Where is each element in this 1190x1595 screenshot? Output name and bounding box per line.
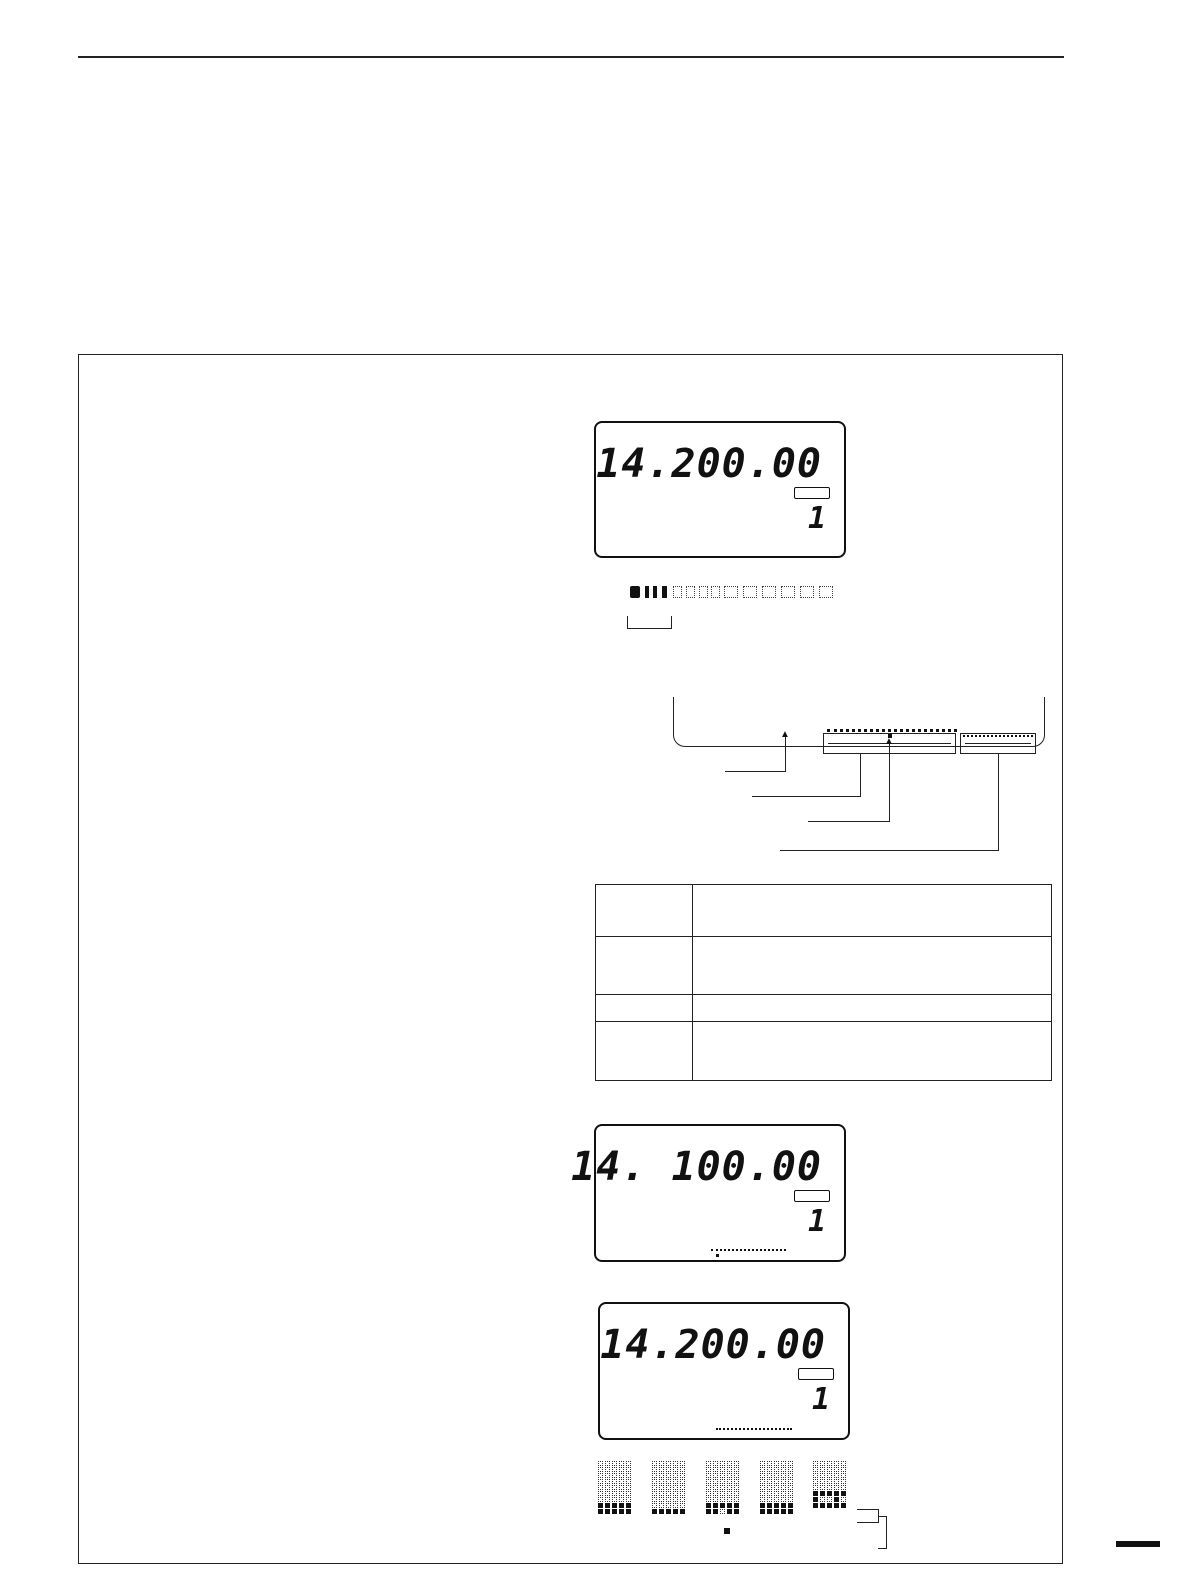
matrix-dot <box>788 1491 793 1496</box>
matrix-dot <box>626 1503 631 1508</box>
matrix-dot <box>820 1467 825 1472</box>
matrix-dot <box>813 1461 818 1466</box>
matrix-dot <box>659 1467 664 1472</box>
matrix-dot <box>720 1503 725 1508</box>
matrix-dot <box>774 1467 779 1472</box>
matrix-dot <box>813 1479 818 1484</box>
matrix-dot <box>713 1509 718 1514</box>
matrix-dot <box>841 1497 846 1502</box>
table-row <box>596 885 1052 937</box>
bracket-icon <box>627 616 672 629</box>
matrix-dot <box>781 1479 786 1484</box>
lcd-display-2 <box>571 1124 846 1262</box>
matrix-dot <box>841 1503 846 1508</box>
matrix-dot <box>767 1491 772 1496</box>
matrix-dot <box>673 1503 678 1508</box>
matrix-dot <box>827 1473 832 1478</box>
lcd-display-1 <box>594 421 846 558</box>
matrix-dot <box>720 1473 725 1478</box>
arrow-up-icon: ▲ <box>884 736 894 747</box>
scale-segment-empty <box>743 586 757 598</box>
memory-channel-number: 1 <box>807 501 826 536</box>
matrix-dot <box>605 1479 610 1484</box>
matrix-dot <box>619 1467 624 1472</box>
leader-line <box>998 754 999 851</box>
matrix-dot <box>673 1473 678 1478</box>
matrix-dot <box>774 1491 779 1496</box>
matrix-dot <box>788 1497 793 1502</box>
matrix-dot <box>820 1473 825 1478</box>
matrix-dot <box>666 1461 671 1466</box>
matrix-dot <box>760 1473 765 1478</box>
matrix-dot <box>612 1479 617 1484</box>
matrix-dot <box>652 1491 657 1496</box>
matrix-dot <box>720 1467 725 1472</box>
matrix-dot <box>834 1497 839 1502</box>
matrix-dot <box>666 1467 671 1472</box>
matrix-dot <box>626 1485 631 1490</box>
matrix-dot <box>841 1479 846 1484</box>
matrix-dot <box>680 1467 685 1472</box>
matrix-dot <box>673 1509 678 1514</box>
matrix-dot <box>727 1467 732 1472</box>
matrix-dot <box>659 1461 664 1466</box>
matrix-dot <box>813 1497 818 1502</box>
matrix-dot <box>841 1509 846 1514</box>
dot-matrix-group <box>598 1461 632 1514</box>
matrix-dot <box>619 1473 624 1478</box>
matrix-dot <box>673 1491 678 1496</box>
matrix-dot <box>605 1485 610 1490</box>
matrix-dot <box>612 1485 617 1490</box>
matrix-dot <box>767 1503 772 1508</box>
matrix-dot <box>781 1497 786 1502</box>
matrix-dot <box>827 1509 832 1514</box>
matrix-dot <box>706 1491 711 1496</box>
matrix-dot <box>760 1467 765 1472</box>
matrix-dot <box>760 1503 765 1508</box>
table-cell <box>596 1022 693 1081</box>
memory-indicator <box>794 1190 830 1202</box>
matrix-dot <box>820 1491 825 1496</box>
matrix-dot <box>734 1479 739 1484</box>
matrix-dot <box>774 1479 779 1484</box>
matrix-dot <box>598 1509 603 1514</box>
matrix-dot <box>820 1497 825 1502</box>
matrix-dot <box>827 1491 832 1496</box>
matrix-dot <box>813 1509 818 1514</box>
memory-channel-number: 1 <box>811 1382 830 1417</box>
matrix-dot <box>781 1473 786 1478</box>
matrix-dot <box>652 1479 657 1484</box>
matrix-dot <box>612 1491 617 1496</box>
scale-segment-empty <box>781 586 795 598</box>
memory-channel-number: 1 <box>807 1204 826 1239</box>
matrix-dot <box>820 1479 825 1484</box>
matrix-dot <box>706 1467 711 1472</box>
matrix-dot <box>605 1503 610 1508</box>
matrix-dot <box>652 1503 657 1508</box>
matrix-dot <box>666 1485 671 1490</box>
matrix-dot <box>598 1473 603 1478</box>
matrix-dot <box>598 1491 603 1496</box>
scale-segment-filled <box>662 586 667 598</box>
matrix-dot <box>767 1467 772 1472</box>
matrix-dot <box>774 1503 779 1508</box>
matrix-dot <box>605 1509 610 1514</box>
matrix-dot <box>619 1497 624 1502</box>
matrix-dot <box>820 1503 825 1508</box>
matrix-dot <box>834 1503 839 1508</box>
leader-line <box>780 850 999 851</box>
matrix-dot <box>788 1509 793 1514</box>
memory-indicator <box>794 487 830 499</box>
matrix-dot <box>605 1491 610 1496</box>
matrix-dot <box>713 1473 718 1478</box>
matrix-dot <box>713 1485 718 1490</box>
matrix-dot <box>612 1473 617 1478</box>
matrix-dot <box>680 1473 685 1478</box>
matrix-dot <box>781 1461 786 1466</box>
matrix-dot <box>612 1503 617 1508</box>
matrix-dot <box>820 1461 825 1466</box>
scale-segment-empty <box>673 586 682 598</box>
matrix-dot <box>734 1467 739 1472</box>
scale-segment-empty <box>686 586 695 598</box>
matrix-dot <box>827 1467 832 1472</box>
table-cell <box>596 937 693 995</box>
matrix-dot <box>781 1509 786 1514</box>
matrix-dot <box>774 1497 779 1502</box>
matrix-dot <box>659 1503 664 1508</box>
matrix-dot <box>760 1485 765 1490</box>
matrix-dot <box>666 1503 671 1508</box>
matrix-dot <box>666 1509 671 1514</box>
matrix-dot <box>659 1509 664 1514</box>
scale-segment-empty <box>711 586 720 598</box>
scale-segment-filled <box>630 586 640 598</box>
matrix-dot <box>767 1479 772 1484</box>
matrix-dot <box>652 1497 657 1502</box>
matrix-dot <box>605 1497 610 1502</box>
leader-line <box>889 743 890 822</box>
matrix-dot <box>626 1473 631 1478</box>
matrix-dot <box>706 1485 711 1490</box>
matrix-dot <box>734 1497 739 1502</box>
lcd-scale-marker <box>716 1254 719 1257</box>
matrix-dot <box>774 1473 779 1478</box>
arrow-up-icon: ▲ <box>780 729 790 740</box>
memory-indicator <box>798 1368 834 1380</box>
matrix-dot <box>706 1479 711 1484</box>
matrix-dot <box>626 1497 631 1502</box>
lcd-display-3 <box>598 1302 850 1440</box>
matrix-dot <box>619 1491 624 1496</box>
scale-segment-empty <box>800 586 814 598</box>
matrix-dot <box>659 1479 664 1484</box>
matrix-dot <box>767 1485 772 1490</box>
matrix-dot <box>760 1497 765 1502</box>
dot-matrix-group <box>706 1461 740 1514</box>
leader-line <box>725 771 786 772</box>
matrix-dot <box>727 1497 732 1502</box>
matrix-dot <box>680 1461 685 1466</box>
matrix-dot <box>652 1467 657 1472</box>
page-tab-marker <box>1116 1541 1160 1547</box>
matrix-dot <box>666 1491 671 1496</box>
matrix-dot <box>619 1503 624 1508</box>
matrix-dot <box>713 1497 718 1502</box>
matrix-dot <box>680 1479 685 1484</box>
matrix-dot <box>827 1503 832 1508</box>
matrix-dot <box>652 1473 657 1478</box>
matrix-dot <box>666 1479 671 1484</box>
matrix-dot <box>841 1491 846 1496</box>
matrix-dot <box>659 1473 664 1478</box>
matrix-dot <box>713 1479 718 1484</box>
description-table <box>595 884 1052 1081</box>
lcd-scale-indicator <box>711 1249 786 1251</box>
matrix-dot <box>813 1491 818 1496</box>
matrix-dot <box>834 1491 839 1496</box>
matrix-dot <box>680 1509 685 1514</box>
matrix-dot <box>727 1461 732 1466</box>
matrix-dot <box>598 1461 603 1466</box>
matrix-dot <box>781 1491 786 1496</box>
matrix-dot <box>713 1467 718 1472</box>
matrix-dot <box>605 1467 610 1472</box>
matrix-dot <box>619 1461 624 1466</box>
matrix-dot <box>767 1461 772 1466</box>
table-cell <box>693 1022 1052 1081</box>
matrix-dot <box>774 1509 779 1514</box>
matrix-dot <box>774 1461 779 1466</box>
matrix-dot <box>619 1485 624 1490</box>
matrix-dot <box>734 1485 739 1490</box>
matrix-dot <box>788 1479 793 1484</box>
matrix-dot <box>767 1497 772 1502</box>
matrix-dot <box>781 1503 786 1508</box>
matrix-dot <box>760 1461 765 1466</box>
leader-line <box>808 821 890 822</box>
matrix-dot <box>841 1461 846 1466</box>
matrix-dot <box>612 1497 617 1502</box>
dotted-scale <box>827 729 957 732</box>
matrix-dot <box>673 1479 678 1484</box>
lcd-frequency: 14.200.00 <box>596 441 822 487</box>
matrix-dot <box>605 1473 610 1478</box>
matrix-dot <box>652 1461 657 1466</box>
table-cell <box>596 995 693 1022</box>
matrix-dot <box>767 1509 772 1514</box>
scale-segment-empty <box>724 586 738 598</box>
matrix-dot <box>720 1461 725 1466</box>
matrix-dot <box>781 1467 786 1472</box>
matrix-dot <box>680 1491 685 1496</box>
scale-box-right <box>960 733 1036 754</box>
matrix-dot <box>781 1485 786 1490</box>
matrix-dot <box>680 1485 685 1490</box>
matrix-dot <box>813 1503 818 1508</box>
matrix-dot <box>727 1491 732 1496</box>
matrix-dot <box>734 1509 739 1514</box>
matrix-dot <box>659 1485 664 1490</box>
table-cell <box>693 937 1052 995</box>
matrix-dot <box>841 1485 846 1490</box>
matrix-dot <box>706 1509 711 1514</box>
matrix-dot <box>673 1485 678 1490</box>
matrix-dot <box>767 1473 772 1478</box>
matrix-dot <box>598 1485 603 1490</box>
matrix-dot <box>666 1473 671 1478</box>
matrix-dot <box>820 1509 825 1514</box>
matrix-dot <box>734 1461 739 1466</box>
dot-matrix-group <box>813 1461 847 1514</box>
matrix-dot <box>813 1473 818 1478</box>
matrix-dot <box>734 1491 739 1496</box>
matrix-dot <box>652 1485 657 1490</box>
matrix-dot <box>834 1473 839 1478</box>
matrix-dot <box>727 1479 732 1484</box>
dot-matrix-group <box>652 1461 686 1514</box>
matrix-dot <box>788 1503 793 1508</box>
leader-line <box>886 1516 887 1549</box>
leader-line <box>860 754 861 797</box>
table-row <box>596 937 1052 995</box>
matrix-dot <box>827 1497 832 1502</box>
matrix-dot <box>720 1491 725 1496</box>
matrix-dot <box>619 1509 624 1514</box>
matrix-dot <box>626 1461 631 1466</box>
lcd-scale-indicator <box>716 1428 792 1430</box>
matrix-dot <box>834 1467 839 1472</box>
matrix-dot <box>713 1503 718 1508</box>
matrix-dot <box>626 1467 631 1472</box>
matrix-dot <box>834 1479 839 1484</box>
matrix-dot <box>659 1497 664 1502</box>
matrix-dot <box>605 1461 610 1466</box>
table-cell <box>693 995 1052 1022</box>
matrix-dot <box>720 1479 725 1484</box>
matrix-dot <box>706 1461 711 1466</box>
matrix-dot <box>788 1467 793 1472</box>
matrix-dot <box>706 1497 711 1502</box>
matrix-dot <box>652 1509 657 1514</box>
leader-line <box>785 735 786 772</box>
matrix-dot <box>727 1485 732 1490</box>
matrix-dot <box>813 1485 818 1490</box>
lcd-frequency: 14. 100.00 <box>571 1144 822 1190</box>
top-rule <box>78 56 1064 58</box>
matrix-dot <box>834 1509 839 1514</box>
table-cell <box>693 885 1052 937</box>
matrix-dot <box>673 1497 678 1502</box>
scale-segment-filled <box>645 586 649 598</box>
matrix-dot <box>727 1509 732 1514</box>
matrix-dot <box>834 1485 839 1490</box>
matrix-dot <box>788 1485 793 1490</box>
lcd-frequency: 14.200.00 <box>600 1322 826 1368</box>
matrix-dot <box>774 1485 779 1490</box>
matrix-dot <box>834 1461 839 1466</box>
matrix-dot <box>680 1497 685 1502</box>
matrix-dot <box>612 1509 617 1514</box>
matrix-dot <box>666 1497 671 1502</box>
scale-segment-filled <box>653 586 657 598</box>
scale-segment-empty <box>699 586 708 598</box>
matrix-dot <box>626 1479 631 1484</box>
matrix-dot <box>841 1473 846 1478</box>
matrix-dot <box>827 1479 832 1484</box>
leader-line <box>752 796 861 797</box>
matrix-dot <box>734 1473 739 1478</box>
matrix-dot <box>788 1461 793 1466</box>
matrix-dot <box>598 1503 603 1508</box>
matrix-dot <box>720 1497 725 1502</box>
dot-matrix-group <box>760 1461 794 1514</box>
matrix-dot <box>813 1467 818 1472</box>
matrix-dot <box>720 1509 725 1514</box>
matrix-dot <box>788 1473 793 1478</box>
matrix-dot <box>706 1503 711 1508</box>
matrix-dot <box>612 1467 617 1472</box>
matrix-dot <box>827 1485 832 1490</box>
matrix-dot <box>626 1491 631 1496</box>
table-row <box>596 1022 1052 1081</box>
matrix-dot <box>820 1485 825 1490</box>
matrix-dot <box>673 1467 678 1472</box>
matrix-dot <box>760 1509 765 1514</box>
matrix-dot <box>727 1503 732 1508</box>
matrix-dot <box>713 1461 718 1466</box>
matrix-dot <box>598 1467 603 1472</box>
matrix-marker <box>724 1528 730 1534</box>
matrix-dot <box>760 1491 765 1496</box>
matrix-dot <box>673 1461 678 1466</box>
scale-segment-empty <box>762 586 776 598</box>
matrix-dot <box>680 1503 685 1508</box>
matrix-dot <box>612 1461 617 1466</box>
matrix-dot <box>626 1509 631 1514</box>
matrix-dot <box>619 1479 624 1484</box>
matrix-dot <box>706 1473 711 1478</box>
matrix-dot <box>827 1461 832 1466</box>
matrix-dot <box>598 1497 603 1502</box>
table-cell <box>596 885 693 937</box>
matrix-dot <box>841 1467 846 1472</box>
matrix-dot <box>720 1485 725 1490</box>
matrix-dot <box>659 1491 664 1496</box>
matrix-dot <box>713 1491 718 1496</box>
matrix-dot <box>598 1479 603 1484</box>
matrix-dot <box>727 1473 732 1478</box>
scale-segment-empty <box>819 586 833 598</box>
table-row <box>596 995 1052 1022</box>
leader-line <box>878 1548 887 1549</box>
matrix-dot <box>734 1503 739 1508</box>
matrix-dot <box>760 1479 765 1484</box>
bracket-icon <box>857 1509 879 1523</box>
